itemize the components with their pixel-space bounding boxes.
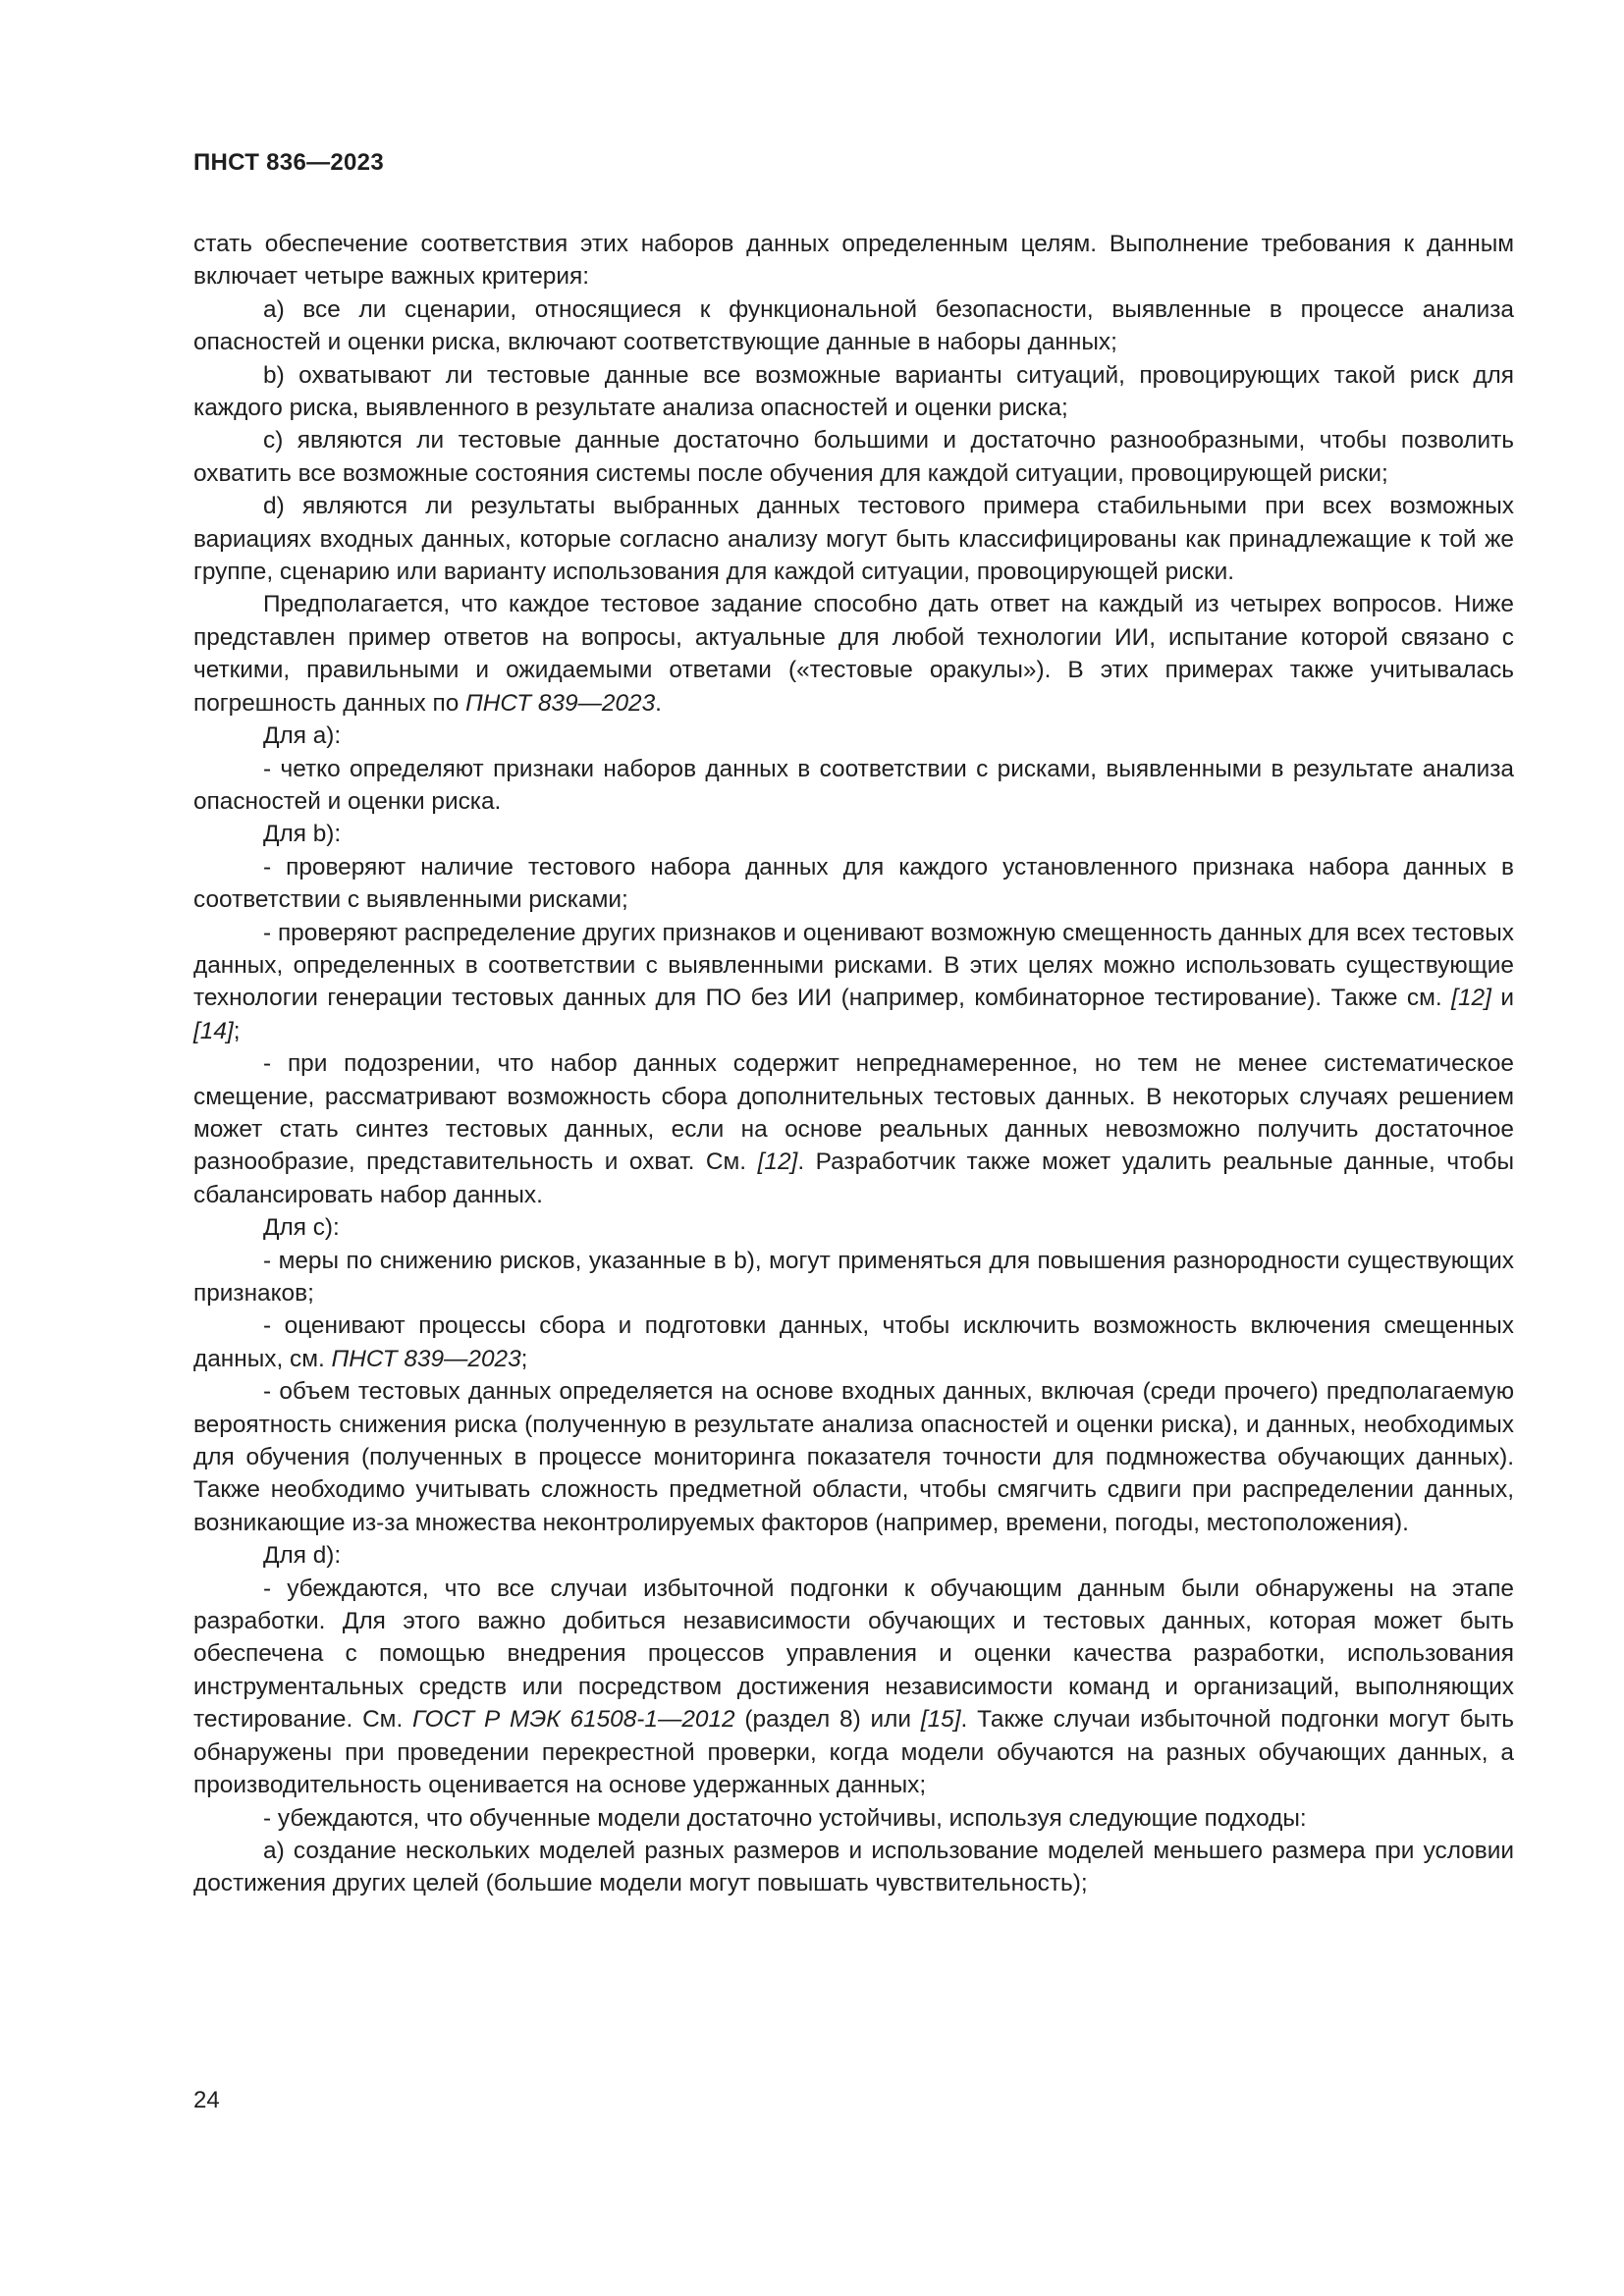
list-item-c: с) являются ли тестовые данные достаточно большими и достаточно разнообразными, чтобы позволить охватить все возможные состояния системы после обучения для каждой ситуации, провоцирующей риски; <box>193 427 1514 487</box>
bullet-item: - оценивают процессы сбора и подготовки данных, чтобы исключить возможность включения смещенных данных, см. ПНСТ 839—2023; <box>193 1312 1514 1372</box>
paragraph: Предполагается, что каждое тестовое задание способно дать ответ на каждый из четырех вопросов. Ниже представлен пример ответов на вопросы, актуальные для любой технологии ИИ, испытание которой связано с четкими, правильными и ожидаемыми ответами («тестовые оракулы»). В этих примерах также учитывалась погрешность данных по ПНСТ 839—2023. <box>193 591 1514 717</box>
section-label-c: Для с): <box>263 1214 340 1242</box>
standard-reference: ПНСТ 839—2023 <box>331 1345 521 1372</box>
bullet-item: - убеждаются, что все случаи избыточной подгонки к обучающим данным были обнаружены на этапе разработки. Для этого важно добиться независимости обучающих и тестовых данных, которая может быть обеспечена с помощью внедрения процессов управления и оценки качества разработки, использования инструментальных средств или посредством достижения независимости команд и организаций, выполняющих тестирование. См. ГОСТ Р МЭК 61508-1—2012 (раздел 8) или [15]. Также случаи избыточной подгонки могут быть обнаружены при проведении перекрестной проверки, когда модели обучаются на разных обучающих данных, а производительность оценивается на основе удержанных данных; <box>193 1575 1514 1799</box>
page-number: 24 <box>193 2087 220 2113</box>
bibliography-reference: [12] <box>757 1148 798 1176</box>
list-item-a: а) создание нескольких моделей разных размеров и использование моделей меньшего размера при условии достижения других целей (большие модели могут повышать чувствительность); <box>193 1837 1514 1897</box>
section-label-a: Для а): <box>263 722 342 750</box>
bibliography-reference: [12] <box>1451 985 1491 1012</box>
bibliography-reference: [14] <box>193 1017 234 1044</box>
paragraph: стать обеспечение соответствия этих наборов данных определенным целям. Выполнение требования к данным включает четыре важных критерия: <box>193 231 1514 291</box>
bullet-item: - объем тестовых данных определяется на основе входных данных, включая (среди прочего) предполагаемую вероятность снижения риска (полученную в результате анализа опасностей и оценки риска), и данных, необходимых для обучения (полученных в процессе мониторинга показателя точности для подмножества обучающих данных). Также необходимо учитывать сложность предметной области, чтобы смягчить сдвиги при распределении данных, возникающие из-за множества неконтролируемых факторов (например, времени, погоды, местоположения). <box>193 1378 1514 1536</box>
document-header: ПНСТ 836—2023 <box>193 149 384 176</box>
bullet-item: - проверяют наличие тестового набора данных для каждого установленного признака набора данных в соответствии с выявленными рисками; <box>193 853 1514 914</box>
bullet-item: - убеждаются, что обученные модели достаточно устойчивы, используя следующие подходы: <box>263 1804 1307 1832</box>
standard-reference: ГОСТ Р МЭК 61508-1—2012 <box>412 1706 735 1734</box>
section-label-b: Для b): <box>263 821 342 848</box>
list-item-d: d) являются ли результаты выбранных данных тестового примера стабильными при всех возможных вариациях входных данных, которые согласно анализу могут быть классифицированы как принадлежащие к той же группе, сценарию или варианту использования для каждой ситуации, провоцирующей риски. <box>193 493 1514 586</box>
document-body <box>193 228 1514 1900</box>
bullet-item: - четко определяют признаки наборов данных в соответствии с рисками, выявленными в результате анализа опасностей и оценки риска. <box>193 755 1514 815</box>
bullet-item: - проверяют распределение других признаков и оценивают возможную смещенность данных для всех тестовых данных, определенных в соответствии с выявленными рисками. В этих целях можно использовать существующие технологии генерации тестовых данных для ПО без ИИ (например, комбинаторное тестирование). Также см. [12] и [14]; <box>193 919 1514 1044</box>
bullet-item: - меры по снижению рисков, указанные в b), могут применяться для повышения разнородности существующих признаков; <box>193 1247 1514 1307</box>
list-item-b: b) охватывают ли тестовые данные все возможные варианты ситуаций, провоцирующих такой риск для каждого риска, выявленного в результате анализа опасностей и оценки риска; <box>193 361 1514 422</box>
bullet-item: - при подозрении, что набор данных содержит непреднамеренное, но тем не менее систематическое смещение, рассматривают возможность сбора дополнительных тестовых данных. В некоторых случаях решением может стать синтез тестовых данных, если на основе реальных данных невозможно получить достаточное разнообразие, представительность и охват. См. [12]. Разработчик также может удалить реальные данные, чтобы сбалансировать набор данных. <box>193 1050 1514 1208</box>
section-label-d: Для d): <box>263 1542 342 1570</box>
standard-reference: ПНСТ 839—2023 <box>465 689 656 717</box>
bibliography-reference: [15] <box>920 1706 961 1734</box>
list-item-a: а) все ли сценарии, относящиеся к функциональной безопасности, выявленные в процессе анализа опасностей и оценки риска, включают соответствующие данные в наборы данных; <box>193 295 1514 356</box>
